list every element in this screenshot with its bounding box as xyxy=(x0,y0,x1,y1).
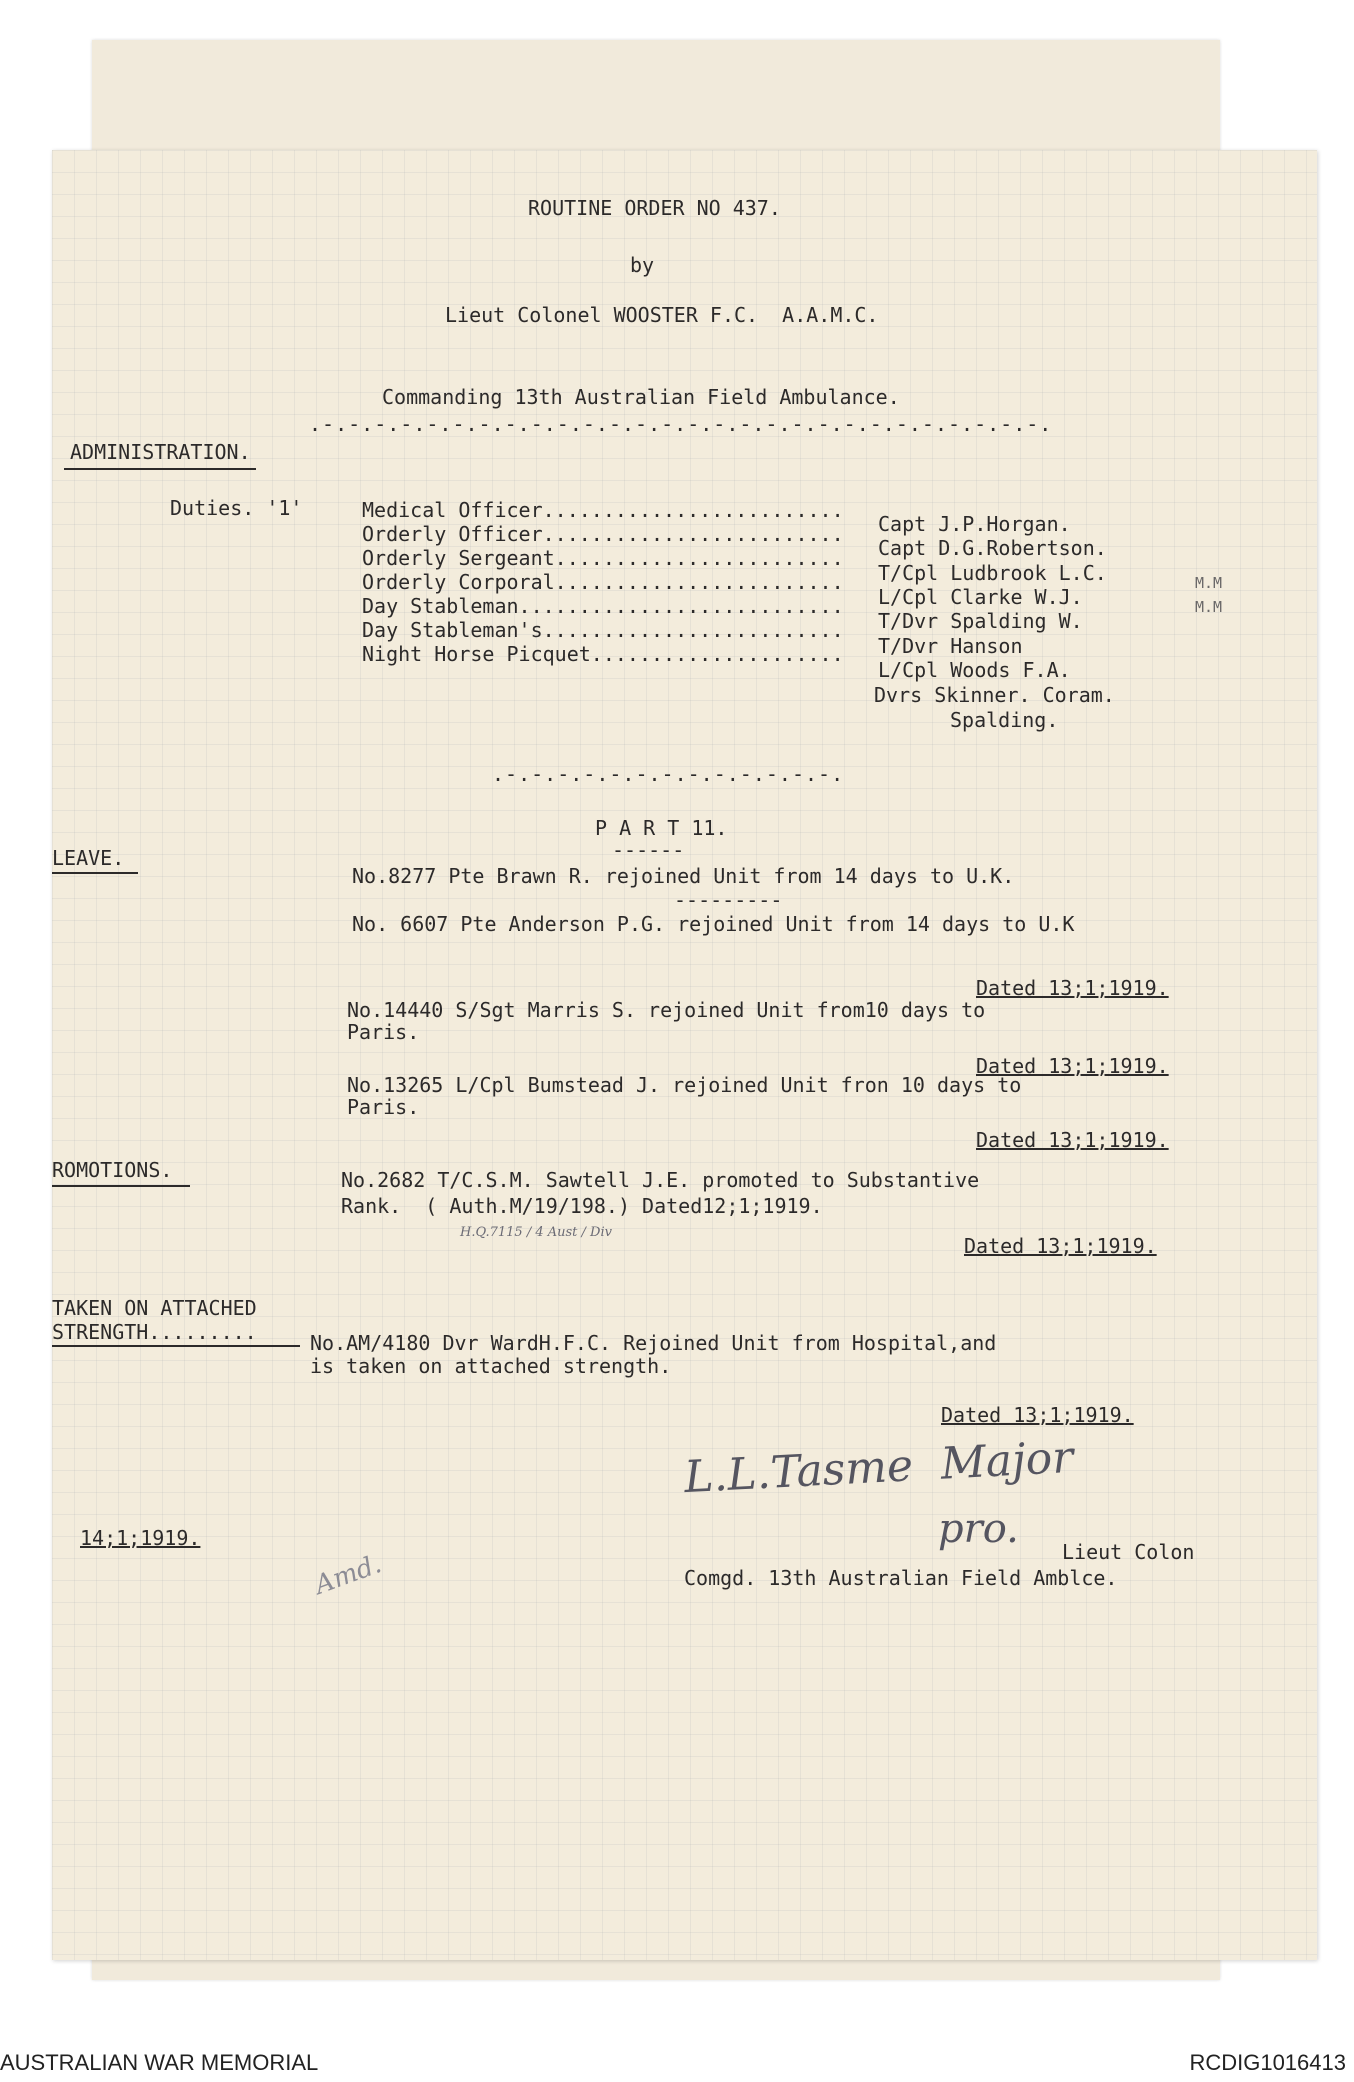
attached-heading-cont: STRENGTH......... xyxy=(52,1320,257,1344)
leave-entry-3-dated: Dated 13;1;1919. xyxy=(976,1054,1169,1078)
attached-underline xyxy=(52,1345,300,1347)
leave-entry-2: No. 6607 Pte Anderson P.G. rejoined Unit from 14 days to U.K xyxy=(352,912,1075,936)
duty-name: T/Dvr Hanson xyxy=(878,634,1023,658)
duty-role: Orderly Corporal........................ xyxy=(362,570,844,594)
division-stamp: H.Q.7115 / 4 Aust / Div xyxy=(460,1225,612,1240)
duty-role: Night Horse Picquet..................... xyxy=(362,642,844,666)
administration-underline xyxy=(64,468,256,470)
duty-role: Orderly Officer......................... xyxy=(362,522,844,546)
pencil-initials: Amd. xyxy=(310,1549,386,1601)
duty-note: M.M xyxy=(1195,598,1223,616)
duties-label: Duties. '1' xyxy=(170,496,303,520)
part-heading: P A R T 11. xyxy=(595,816,728,840)
duty-name: T/Dvr Spalding W. xyxy=(878,609,1083,633)
picquet-extra-names-2: Spalding. xyxy=(950,708,1059,732)
duty-role: Day Stableman........................... xyxy=(362,594,844,618)
duty-role: Day Stableman's......................... xyxy=(362,618,844,642)
attached-entry-cont: is taken on attached strength. xyxy=(310,1354,672,1378)
leave-entry-4-dated: Dated 13;1;1919. xyxy=(976,1128,1169,1152)
leave-entry-1: No.8277 Pte Brawn R. rejoined Unit from 14 days to U.K. xyxy=(352,864,1015,888)
order-officer: Lieut Colonel WOOSTER F.C. A.A.M.C. xyxy=(445,303,879,327)
leave-entry-4: No.13265 L/Cpl Bumstead J. rejoined Unit fron 10 days to xyxy=(347,1073,1022,1097)
signer-unit: Comgd. 13th Australian Field Amblce. xyxy=(684,1566,1118,1590)
order-by: by xyxy=(630,253,655,277)
signature: L.L.Tasme Major xyxy=(682,1431,1075,1504)
administration-heading: ADMINISTRATION. xyxy=(70,440,251,464)
part-heading-dashes: ------ xyxy=(612,838,685,862)
duty-name: Capt J.P.Horgan. xyxy=(878,512,1071,536)
duty-note: M.M xyxy=(1195,574,1223,592)
duty-name: Capt D.G.Robertson. xyxy=(878,536,1107,560)
duty-name: L/Cpl Clarke W.J. xyxy=(878,585,1083,609)
promotions-underline xyxy=(52,1185,190,1187)
attached-entry: No.AM/4180 Dvr WardH.F.C. Rejoined Unit from Hospital,and xyxy=(310,1331,997,1355)
order-commanding: Commanding 13th Australian Field Ambulance. xyxy=(382,385,900,409)
signature-pro: pro. xyxy=(938,1506,1019,1552)
promotion-entry: No.2682 T/C.S.M. Sawtell J.E. promoted to Substantive xyxy=(341,1168,980,1192)
leave-entry-3: No.14440 S/Sgt Marris S. rejoined Unit from10 days to xyxy=(347,998,986,1022)
duty-role: Medical Officer......................... xyxy=(362,498,844,522)
separator-top: .-.-.-.-.-.-.-.-.-.-.-.-.-.-.-.-.-.-.-.-.-.-.-.-.-.-.-.-. xyxy=(309,412,1053,436)
promotion-dated: Dated 13;1;1919. xyxy=(964,1234,1157,1258)
issue-date: 14;1;1919. xyxy=(80,1526,201,1550)
leave-entry-1-dashes: --------- xyxy=(674,888,783,912)
separator-mid: .-.-.-.-.-.-.-.-.-.-.-.-.-. xyxy=(492,762,845,786)
signer-rank: Lieut Colon xyxy=(1062,1540,1195,1564)
leave-entry-3-cont: Paris. xyxy=(347,1020,420,1044)
leave-entry-2-dated: Dated 13;1;1919. xyxy=(976,976,1169,1000)
footer-id: RCDIG1016413 xyxy=(1189,2050,1346,2075)
leave-entry-4-cont: Paris. xyxy=(347,1095,420,1119)
duty-name: L/Cpl Woods F.A. xyxy=(878,658,1071,682)
attached-heading: TAKEN ON ATTACHED xyxy=(52,1296,257,1320)
leave-underline xyxy=(52,872,138,874)
leave-heading: LEAVE. xyxy=(52,846,125,870)
promotion-entry-cont: Rank. ( Auth.M/19/198.) Dated12;1;1919. xyxy=(341,1194,823,1218)
attached-dated: Dated 13;1;1919. xyxy=(941,1403,1134,1427)
order-title: ROUTINE ORDER NO 437. xyxy=(528,196,781,220)
promotions-heading: ROMOTIONS. xyxy=(52,1158,173,1182)
picquet-extra-names: Dvrs Skinner. Coram. xyxy=(874,683,1115,707)
duty-name: T/Cpl Ludbrook L.C. xyxy=(878,561,1107,585)
routine-order-sheet xyxy=(52,150,1317,1960)
duty-role: Orderly Sergeant........................ xyxy=(362,546,844,570)
footer-source: AUSTRALIAN WAR MEMORIAL xyxy=(0,2050,319,2075)
